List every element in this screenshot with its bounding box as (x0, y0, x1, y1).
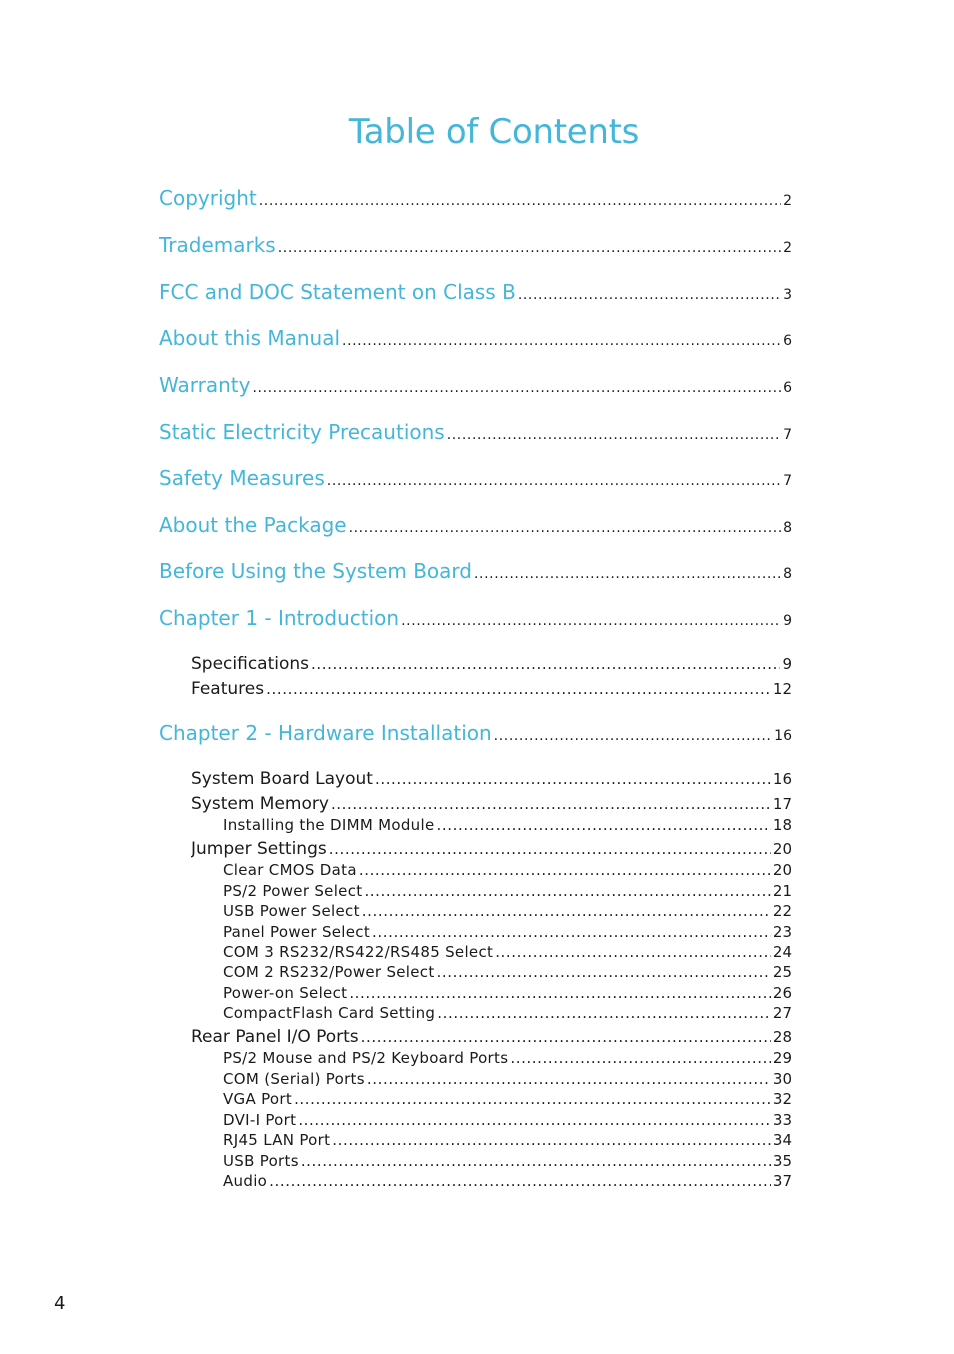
dot-leader (331, 795, 771, 813)
toc-page-number: 21 (772, 882, 792, 900)
toc-entry-trademarks[interactable] (159, 233, 792, 261)
toc-entry-label: About this Manual (159, 326, 341, 350)
toc-page-number: 26 (772, 984, 792, 1002)
toc-page-number: 8 (783, 520, 792, 536)
toc-entry-label: RJ45 LAN Port (223, 1131, 331, 1149)
toc-entry-ps2-power[interactable] (223, 882, 792, 902)
dot-leader (342, 333, 781, 349)
dot-leader (269, 1172, 771, 1190)
toc-entry-label: Before Using the System Board (159, 559, 472, 583)
toc-entry-label: CompactFlash Card Setting (223, 1004, 436, 1022)
dot-leader (361, 1028, 771, 1046)
dot-leader (364, 882, 770, 900)
toc-entry-label: USB Ports (223, 1152, 299, 1170)
toc-entry-com-ports[interactable] (223, 1070, 792, 1090)
dot-leader (327, 473, 781, 489)
dot-leader (311, 655, 780, 673)
toc-page-number: 35 (772, 1152, 792, 1170)
toc-entry-fcc[interactable] (159, 280, 792, 308)
toc-entry-label: Warranty (159, 373, 251, 397)
toc-entry-label: VGA Port (223, 1090, 293, 1108)
toc-entry-specifications[interactable] (191, 654, 792, 678)
toc-entry-label: System Memory (191, 794, 329, 814)
toc-entry-dvi[interactable] (223, 1111, 792, 1131)
toc-entry-label: PS/2 Power Select (223, 882, 363, 900)
toc-entry-label: FCC and DOC Statement on Class B (159, 280, 516, 304)
toc-entry-com2[interactable] (223, 963, 792, 983)
toc-entry-chapter-1[interactable] (159, 606, 792, 634)
toc-entry-label: COM (Serial) Ports (223, 1070, 365, 1088)
toc-page-number: 33 (772, 1111, 792, 1129)
dot-leader (266, 680, 771, 698)
toc-page-number: 25 (772, 963, 792, 981)
dot-leader (518, 287, 781, 303)
dot-leader (510, 1049, 771, 1067)
dot-leader (294, 1090, 771, 1108)
dot-leader (447, 427, 781, 443)
toc-entry-usb-power[interactable] (223, 902, 792, 922)
toc-page-number: 34 (772, 1131, 792, 1149)
dot-leader (329, 840, 771, 858)
toc-entry-label: Chapter 1 - Introduction (159, 606, 400, 630)
dot-leader (437, 1004, 771, 1022)
toc-page-number: 23 (772, 923, 792, 941)
dot-leader (349, 984, 771, 1002)
dot-leader (301, 1152, 771, 1170)
toc-entry-dimm[interactable] (223, 816, 792, 836)
dot-leader (495, 943, 771, 961)
toc-page-number: 9 (783, 613, 792, 629)
toc-entry-compactflash[interactable] (223, 1004, 792, 1024)
dot-leader (259, 193, 781, 209)
toc-entry-label: Chapter 2 - Hardware Installation (159, 721, 492, 745)
page-title: Table of Contents (348, 112, 640, 152)
toc-entry-usb-ports[interactable] (223, 1152, 792, 1172)
toc-page-number: 16 (774, 728, 792, 744)
toc-page-number: 16 (772, 770, 792, 788)
toc-page-number: 7 (783, 427, 792, 443)
toc-page-number: 12 (772, 680, 792, 698)
toc-entry-label: About the Package (159, 513, 347, 537)
toc-entry-label: Rear Panel I/O Ports (191, 1027, 359, 1047)
toc-page-number: 6 (783, 333, 792, 349)
dot-leader (494, 728, 773, 744)
toc-page-number: 9 (782, 655, 792, 673)
toc-entry-label: USB Power Select (223, 902, 360, 920)
toc-entry-static[interactable] (159, 420, 792, 448)
toc-entry-label: Copyright (159, 186, 257, 210)
toc-entry-label: Installing the DIMM Module (223, 816, 435, 834)
toc-entry-clear-cmos[interactable] (223, 861, 792, 881)
toc-entry-audio[interactable] (223, 1172, 792, 1192)
toc-entry-warranty[interactable] (159, 373, 792, 401)
toc-page-number: 32 (772, 1090, 792, 1108)
toc-entry-label: DVI-I Port (223, 1111, 297, 1129)
toc-entry-label: Specifications (191, 654, 310, 674)
toc-entry-com3[interactable] (223, 943, 792, 963)
toc-page-number: 17 (772, 795, 792, 813)
toc-entry-rear-panel[interactable] (191, 1027, 792, 1051)
toc-entry-label: Features (191, 679, 265, 699)
toc-entry-safety[interactable] (159, 466, 792, 494)
toc-page-number: 22 (772, 902, 792, 920)
dot-leader (437, 963, 771, 981)
toc-page-number: 6 (783, 380, 792, 396)
toc-page-number: 18 (772, 816, 792, 834)
toc-entry-board-layout[interactable] (191, 769, 792, 793)
toc-page-number: 27 (772, 1004, 792, 1022)
toc-page-number: 2 (783, 240, 792, 256)
toc-page-number: 28 (772, 1028, 792, 1046)
dot-leader (278, 240, 781, 256)
dot-leader (375, 770, 771, 788)
toc-entry-label: Panel Power Select (223, 923, 371, 941)
dot-leader (359, 861, 771, 879)
page-number: 4 (54, 1293, 66, 1314)
toc-entry-power-on[interactable] (223, 984, 792, 1004)
toc-page-number: 8 (783, 566, 792, 582)
toc-entry-label: Audio (223, 1172, 268, 1190)
toc-entry-label: Safety Measures (159, 466, 325, 490)
toc-entry-label: Clear CMOS Data (223, 861, 357, 879)
toc-page-number: 37 (772, 1172, 792, 1190)
dot-leader (349, 520, 782, 536)
dot-leader (372, 923, 771, 941)
toc-page-number: 24 (772, 943, 792, 961)
toc-entry-label: Power-on Select (223, 984, 348, 1002)
toc-page-number: 29 (772, 1049, 792, 1067)
dot-leader (401, 613, 781, 629)
dot-leader (298, 1111, 771, 1129)
toc-entry-system-memory[interactable] (191, 794, 792, 818)
dot-leader (362, 902, 771, 920)
toc-entry-package[interactable] (159, 513, 792, 541)
toc-entry-panel-power[interactable] (223, 923, 792, 943)
toc-entry-copyright[interactable] (159, 186, 792, 214)
dot-leader (332, 1131, 771, 1149)
toc-entry-label: Static Electricity Precautions (159, 420, 445, 444)
toc-page-number: 2 (783, 193, 792, 209)
toc-entry-jumper-settings[interactable] (191, 839, 792, 863)
toc-page-number: 3 (783, 287, 792, 303)
toc-entry-ps2-ports[interactable] (223, 1049, 792, 1069)
toc-page-number: 20 (772, 840, 792, 858)
toc-entry-label: Jumper Settings (191, 839, 327, 859)
toc-entry-chapter-2[interactable] (159, 721, 792, 749)
toc-entry-label: Trademarks (159, 233, 276, 257)
toc-entry-label: System Board Layout (191, 769, 373, 789)
toc-page-number: 20 (772, 861, 792, 879)
dot-leader (367, 1070, 771, 1088)
dot-leader (252, 380, 781, 396)
toc-entry-before-using[interactable] (159, 559, 792, 587)
toc-page-number: 30 (772, 1070, 792, 1088)
toc-entry-vga[interactable] (223, 1090, 792, 1110)
toc-entry-features[interactable] (191, 679, 792, 703)
toc-entry-label: PS/2 Mouse and PS/2 Keyboard Ports (223, 1049, 509, 1067)
toc-entry-label: COM 2 RS232/Power Select (223, 963, 435, 981)
dot-leader (474, 566, 781, 582)
toc-entry-rj45[interactable] (223, 1131, 792, 1151)
toc-entry-about-manual[interactable] (159, 326, 792, 354)
toc-page-number: 7 (783, 473, 792, 489)
toc-entry-label: COM 3 RS232/RS422/RS485 Select (223, 943, 494, 961)
dot-leader (436, 816, 770, 834)
